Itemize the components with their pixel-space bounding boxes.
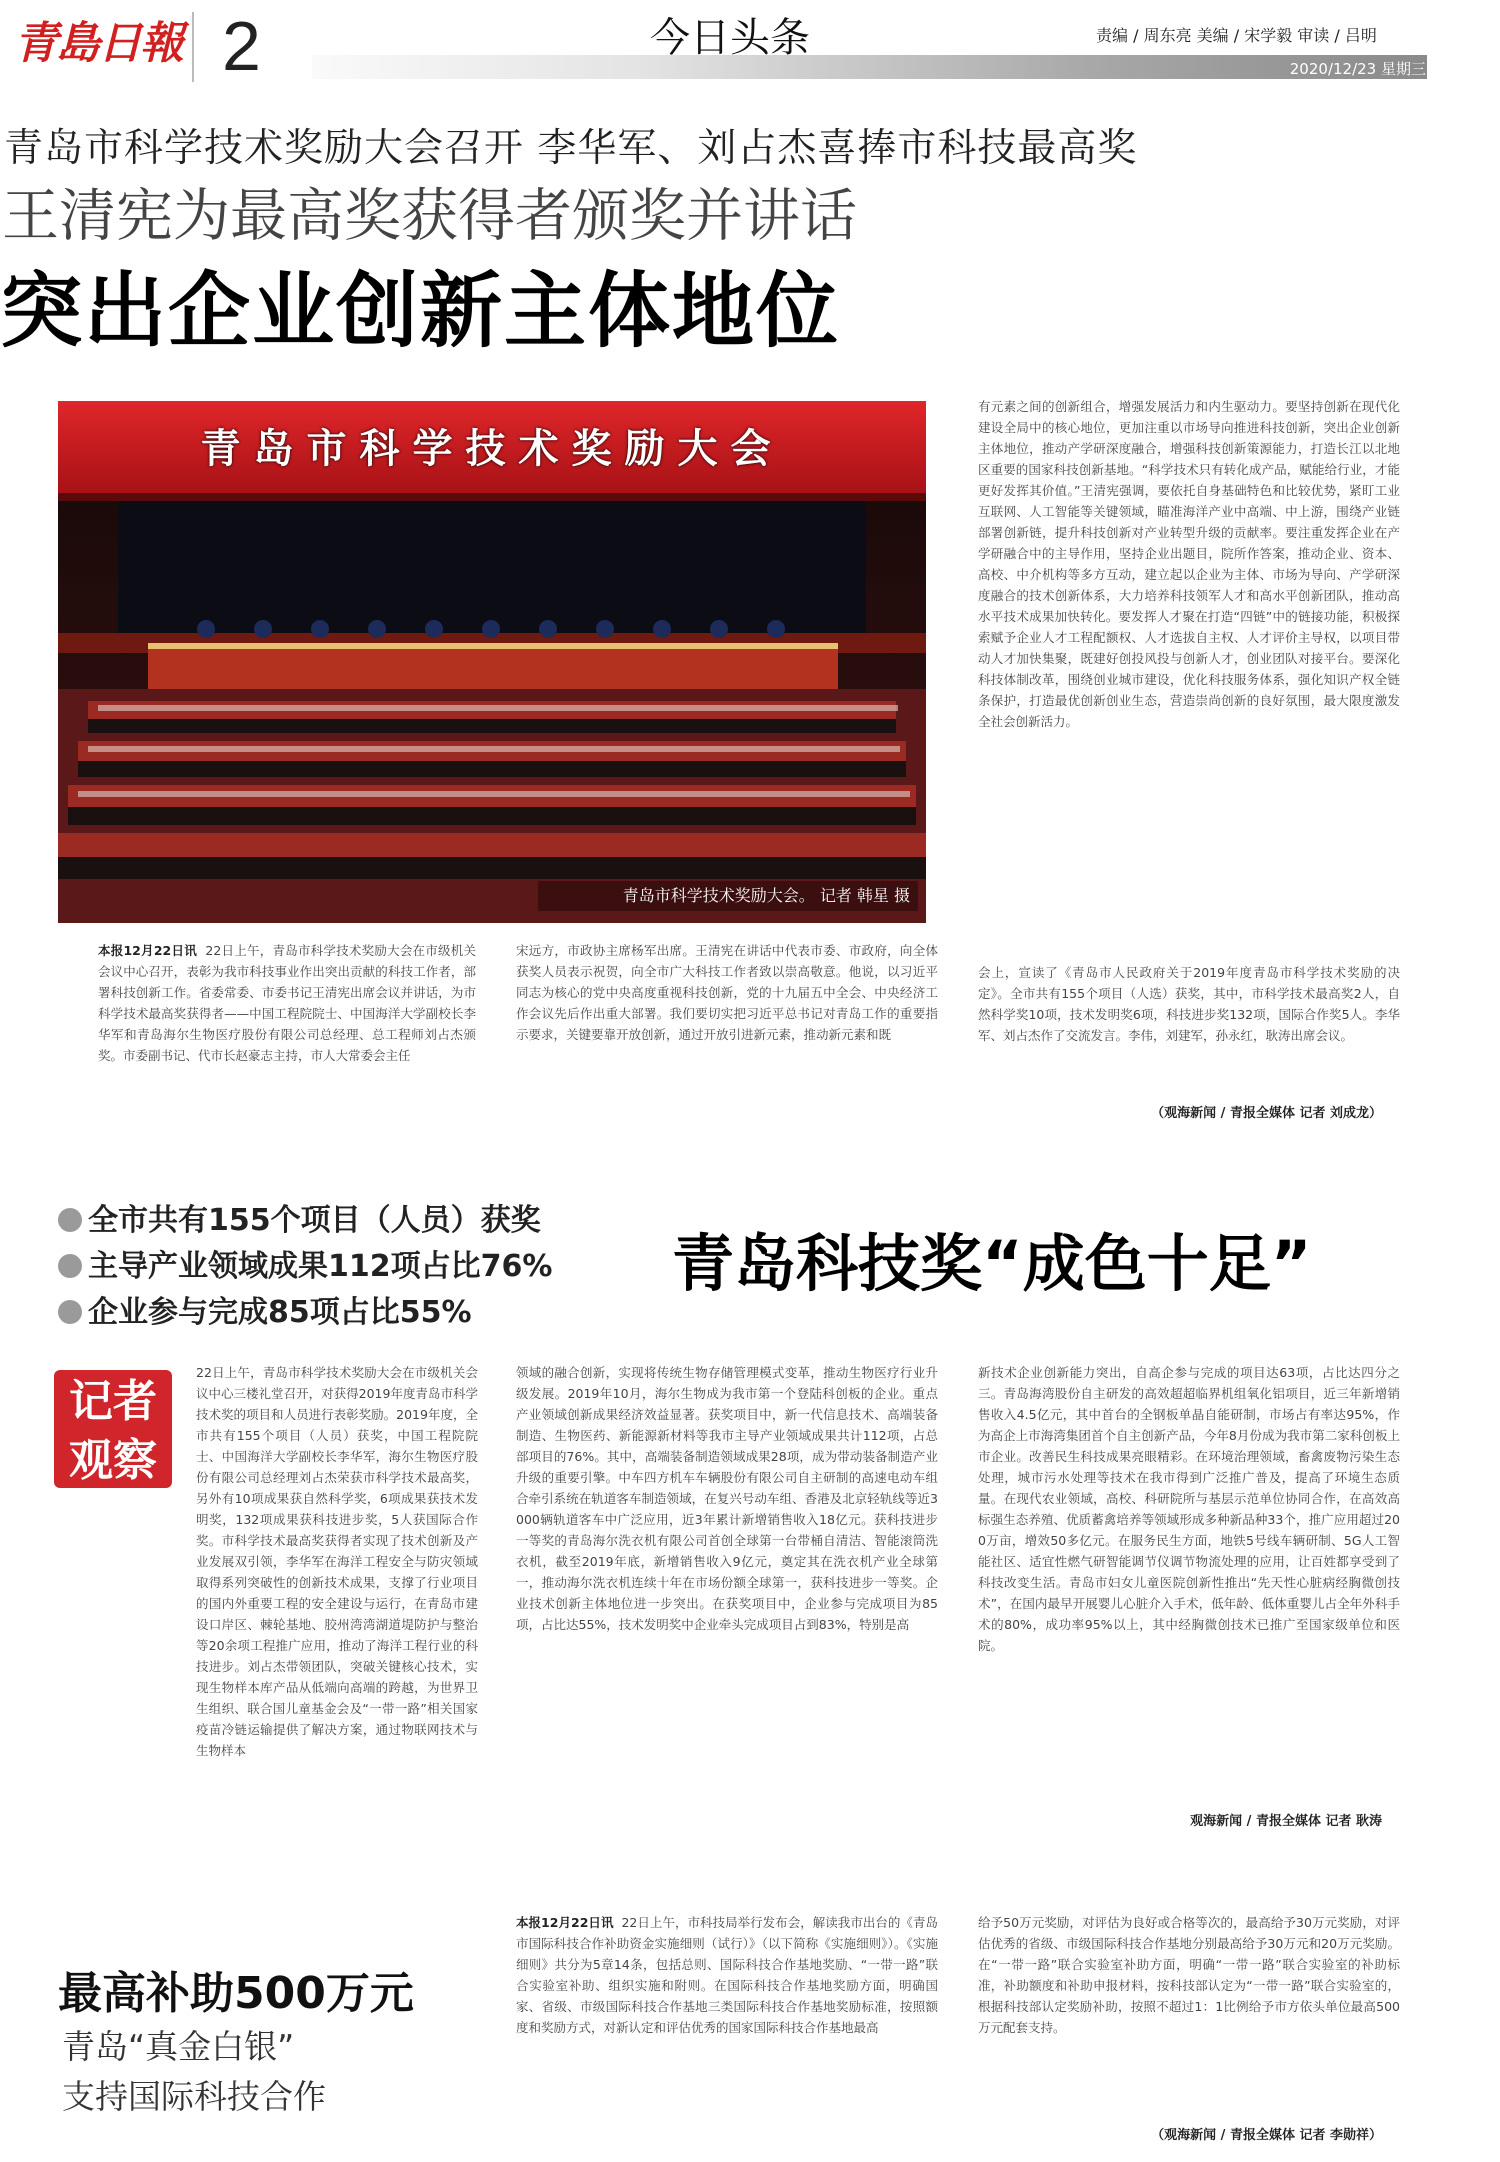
article3-col2: 给予50万元奖励，对评估为良好或合格等次的，最高给予30万元奖励，对评估优秀的省级、市级国际科技合作基地分别最高给予30万元和20万元奖励。在“一带一路”联合实验室补助方面，明确“一带一路”联合实验室的补助标准，补助额度和补助申报材料，按科技部认定为“一带一路”联合实验室的，根据科技部认定奖励补助，按照不超过1：1比例给予市方依头单位最高500万元配套支持。 — [978, 1915, 1400, 2035]
page-number: 2 — [222, 7, 261, 85]
article3-title: 最高补助500万元 — [58, 1968, 414, 2019]
newspaper-logo: 青島日報 — [14, 18, 182, 69]
headline-main: 突出企业创新主体地位 — [0, 264, 841, 359]
dateline-lead: 本报12月22日讯 — [98, 943, 197, 958]
headline-sub: 王清宪为最高奖获得者颁奖并讲话 — [2, 183, 857, 249]
editors-line: 责编 / 周东亮 美编 / 宋学毅 审读 / 吕明 — [1096, 26, 1377, 45]
bullet-dot-icon — [58, 1300, 82, 1324]
bullet-dot-icon — [58, 1208, 82, 1232]
article1-col1 — [98, 940, 476, 1140]
highlight-bullet — [58, 1290, 658, 1336]
reporter-observation-badge — [54, 1370, 172, 1488]
issue-date: 2020/12/23 星期三 — [1289, 60, 1426, 78]
headline-kicker: 青岛市科学技术奖励大会召开 李华军、刘占杰喜捧市科技最高奖 — [4, 126, 1138, 171]
article1-credit: （观海新闻 / 青报全媒体 记者 刘成龙） — [1151, 1106, 1382, 1121]
conference-photo — [58, 401, 926, 923]
dateline-lead: 本报12月22日讯 — [516, 1915, 614, 1930]
article3-credit: （观海新闻 / 青报全媒体 记者 李勋祥） — [1151, 2128, 1382, 2143]
article1-col3b: 会上，宣读了《青岛市人民政府关于2019年度青岛市科学技术奖励的决定》。全市共有155个项目（人选）获奖，其中，市科学技术最高奖2人，自然科学奖10项，技术发明奖6项，科技进步奖132项，国际合作奖5人。李华军、刘占杰作了交流发言。李伟，刘建军，孙永红，耿涛出席会议。 — [978, 965, 1400, 1043]
article1-col2: 宋远方，市政协主席杨军出席。王清宪在讲话中代表市委、市政府，向全体获奖人员表示祝贺，向全市广大科技工作者致以崇高敬意。他说，以习近平同志为核心的党中央高度重视科技创新，党的十九届五中全会、中央经济工作会议先后作出重大部署。我们要切实把习近平总书记对青岛工作的重要指示要求，关键要靠开放创新，通过开放引进新元素，推动新元素和既 — [516, 943, 938, 1042]
article3-subtitle-1: 青岛“真金白银” — [62, 2027, 295, 2066]
photo-caption: 青岛市科学技术奖励大会。 记者 韩星 摄 — [538, 881, 918, 911]
article2-col1-text: 22日上午，青岛市科学技术奖励大会在市级机关会议中心三楼礼堂召开，对获得2019年度青岛市科学技术奖的项目和人员进行表彰奖励。2019年度，全市共有155个项目（人员）获奖，中国工程院院士、中国海洋大学副校长李华军，海尔生物医疗股份有限公司总经理刘占杰荣获市科学技术最高奖，另外有10项成果获自然科学奖，6项成果获技术发明奖，132项成果获科技进步奖，5人获国际合作奖。市科学技术最高奖获得者实现了技术创新及产业发展双引领，李华军在海洋工程安全与防灾领域取得系列突破性的创新技术成果，支撑了行业项目的国内外重要工程的安全建设与运行，在青岛市建设口岸区、棘轮基地、胶州湾湾湖道堤防护与整治等20余项工程推广应用，推动了海洋工程行业的科技进步。刘占杰带领团队，突破关键核心技术，实现生物样本库产品从低端向高端的跨越，为世界卫生组织、联合国儿童基金会及“一带一路”相关国家疫苗冷链运输提供了解决方案，通过物联网技术与生物样本 — [196, 1365, 478, 1758]
section-title: 今日头条 — [650, 15, 810, 61]
article3-subtitle-2: 支持国际科技合作 — [62, 2077, 326, 2116]
article2-col1-top — [196, 1362, 478, 1758]
highlight-bullet-text: 全市共有155个项目（人员）获奖 — [88, 1203, 541, 1238]
article3-col1 — [516, 1912, 938, 2140]
badge-line-1: 记者 — [69, 1376, 157, 1427]
highlight-bullets — [58, 1198, 658, 1336]
bullet-dot-icon — [58, 1254, 82, 1278]
article3-col1-text: 22日上午，市科技局举行发布会，解读我市出台的《青岛市国际科技合作补助资金实施细则（试行）》（以下简称《实施细则》）。《实施细则》共分为5章14条，包括总则、国际科技合作基地奖励、“一带一路”联合实验室补助、组织实施和附则。在国际科技合作基地奖励方面，明确国家、省级、市级国际科技合作基地三类国际科技合作基地奖励标准，按照额度和奖励方式，对新认定和评估优秀的国家国际科技合作基地最高 — [516, 1915, 938, 2035]
highlight-bullet-text: 企业参与完成85项占比55% — [88, 1295, 472, 1330]
article2-col3: 新技术企业创新能力突出，自高企参与完成的项目达63项，占比达四分之三。青岛海湾股份自主研发的高效超超临界机组氧化铝项目，近三年新增销售收入4.5亿元，其中首台的全钢板单晶自能研制，市场占有率达95%，作为高企上市海湾集团首个自主创新产品，今年8月份成为我市第二家科创板上市企业。改善民生科技成果亮眼精彩。在环境治理领域，畜禽废物污染生态处理，城市污水处理等技术在我市得到广泛推广普及，提高了环境生态质量。在现代农业领域，高校、科研院所与基层示范单位协同合作，在高效高标强生态养殖、优质蓄禽培养等领域形成多种新品种33个，推广应用超过200万亩，增效50多亿元。在服务民生方面，地铁5号线车辆研制、5G人工智能社区、适宜性燃气研智能调节仪调节物流处理的应用，让百姓都享受到了科技改变生活。青岛市妇女儿童医院创新性推出“先天性心脏病经胸微创技术”，在国内最早开展婴儿心脏介入手术，低年龄、低体重婴儿占全年外科手术的80%，成功率95%以上，其中经胸微创技术已推广至国家级单位和医院。 — [978, 1365, 1400, 1653]
highlight-bullet-text: 主导产业领域成果112项占比76% — [88, 1249, 553, 1284]
badge-line-2: 观察 — [69, 1435, 157, 1486]
feature-headline: 青岛科技奖“成色十足” — [672, 1227, 1312, 1300]
photo-banner-text: 青岛市科学技术奖励大会 — [200, 426, 784, 472]
article1-col1-text: 22日上午，青岛市科学技术奖励大会在市级机关会议中心召开，表彰为我市科技事业作出突出贡献的科技工作者，部署科技创新工作。省委常委、市委书记王清宪出席会议并讲话，为市科学技术最高奖获得者——中国工程院院士、中国海洋大学副校长李华军和青岛海尔生物医疗股份有限公司总经理、总工程师刘占杰颁奖。市委副书记、代市长赵豪志主持，市人大常委会主任 — [98, 943, 476, 1063]
highlight-bullet — [58, 1198, 658, 1244]
masthead-divider — [192, 12, 194, 82]
highlight-bullet — [58, 1244, 658, 1290]
conference-hall-illustration — [58, 401, 926, 923]
article2-col1-bottom — [58, 1512, 478, 1834]
article2-credit: 观海新闻 / 青报全媒体 记者 耿涛 — [1190, 1814, 1382, 1829]
article1-col3: 有元素之间的创新组合，增强发展活力和内生驱动力。要坚持创新在现代化建设全局中的核心地位，更加注重以市场导向推进科技创新，突出企业创新主体地位，推动产学研深度融合，增强科技创新策源能力，打造长江以北地区重要的国家科技创新基地。“科学技术只有转化成产品，赋能给行业，才能更好发挥其价值。”王清宪强调，要依托自身基础特色和比较优势，紧盯工业互联网、人工智能等关键领域，瞄准海洋产业中高端、中上游，围绕产业链部署创新链，提升科技创新对产业转型升级的贡献率。要注重发挥企业在产学研融合中的主导作用，坚持企业出题目，院所作答案，推动企业、资本、高校、中介机构等多方互动，建立起以企业为主体、市场为导向、产学研深度融合的技术创新体系，大力培养科技领军人才和高水平创新团队，推动高水平技术成果加快转化。要发挥人才聚在打造“四链”中的链接功能，积极探索赋予企业人才工程配额权、人才选拔自主权、人才评价主导权，以项目带动人才加快集聚，既建好创投风投与创新人才，创业团队对接平台。要深化科技体制改革，围绕创业城市建设，优化科技服务体系，强化知识产权全链条保护，打造最优创新创业生态，营造崇尚创新的良好氛围，最大限度激发全社会创新活力。 — [978, 399, 1400, 729]
article2-col2: 领域的融合创新，实现将传统生物存储管理模式变革，推动生物医疗行业升级发展。2019年10月，海尔生物成为我市第一个登陆科创板的企业。重点产业领域创新成果经济效益显著。获奖项目中，新一代信息技术、高端装备制造、生物医药、新能源新材料等我市主导产业领域成果共计112项，占总部项目的76%。其中，高端装备制造领域成果28项，成为带动装备制造产业升级的重要引擎。中车四方机车车辆股份有限公司自主研制的高速电动车组合牵引系统在轨道客车制造领域，在复兴号动车组、香港及北京轻轨线等近3000辆轨道客车中广泛应用，近3年累计新增销售收入18亿元。获科技进步一等奖的青岛海尔洗衣机有限公司首创全球第一台带桶自清洁、智能滚筒洗衣机，截至2019年底，新增销售收入9亿元，奠定其在洗衣机产业全球第一，推动海尔洗衣机连续十年在市场份额全球第一，获科技进步一等奖。企业技术创新主体地位进一步突出。在获奖项目中，企业参与完成项目为85项，占比达55%，技术发明奖中企业牵头完成项目占到83%，特别是高 — [516, 1365, 938, 1632]
